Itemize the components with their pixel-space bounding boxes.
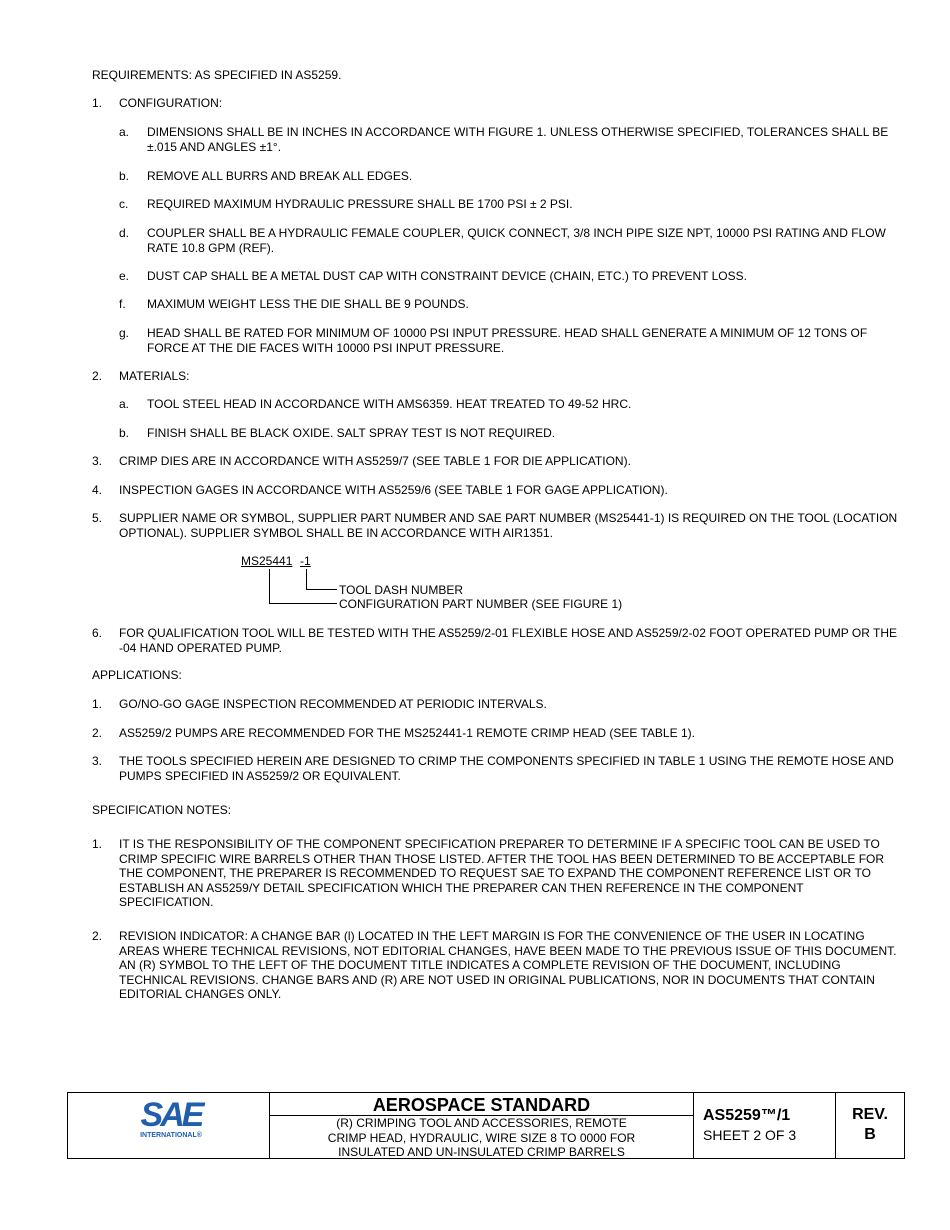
req-2a-letter: a. <box>119 397 130 411</box>
req-6-num: 6. <box>92 626 103 640</box>
dash-label: TOOL DASH NUMBER <box>339 583 464 597</box>
req-1c-text: REQUIRED MAXIMUM HYDRAULIC PRESSURE SHALL BE 1700 PSI ± 2 PSI. <box>147 197 573 211</box>
req-1g-text: HEAD SHALL BE RATED FOR MINIMUM OF 10000 PSI INPUT PRESSURE. HEAD SHALL GENERATE A MINIMUM OF 12 TONS OF FORCE AT THE DIE FACES WITH 10000 PSI INPUT PRESSURE. <box>147 326 868 355</box>
app-2-num: 2. <box>92 726 103 740</box>
req-1-num: 1. <box>92 96 103 110</box>
req-2-num: 2. <box>92 369 103 383</box>
description-line-3: INSULATED AND UN-INSULATED CRIMP BARRELS <box>338 1145 625 1159</box>
revision-value: B <box>864 1126 876 1143</box>
req-5-num: 5. <box>92 511 103 525</box>
base-label: CONFIGURATION PART NUMBER (SEE FIGURE 1) <box>339 597 623 611</box>
base-leader-vertical <box>269 569 270 603</box>
req-1b-text: REMOVE ALL BURRS AND BREAK ALL EDGES. <box>147 169 413 183</box>
req-1e-letter: e. <box>119 269 130 283</box>
note-2-num: 2. <box>92 929 103 943</box>
logo-cell <box>68 1093 270 1158</box>
req-2a-text: TOOL STEEL HEAD IN ACCORDANCE WITH AMS6359. HEAT TREATED TO 49-52 HRC. <box>147 397 632 411</box>
req-1a-letter: a. <box>119 125 130 139</box>
req-4-num: 4. <box>92 483 103 497</box>
req-2b-letter: b. <box>119 426 130 440</box>
title-block <box>67 1092 905 1159</box>
part-number-dash: -1 <box>300 554 311 568</box>
note-1-num: 1. <box>92 837 103 851</box>
sae-logo <box>136 1096 206 1140</box>
part-number-base: MS25441 <box>241 554 293 568</box>
notes-heading: SPECIFICATION NOTES: <box>92 803 232 817</box>
req-1b-letter: b. <box>119 169 130 183</box>
applications-heading: APPLICATIONS: <box>92 668 182 682</box>
document-cell <box>694 1093 836 1158</box>
sae-logo-subtext: INTERNATIONAL <box>140 1132 197 1139</box>
req-2b-text: FINISH SHALL BE BLACK OXIDE. SALT SPRAY TEST IS NOT REQUIRED. <box>147 426 556 440</box>
note-1-text: IT IS THE RESPONSIBILITY OF THE COMPONENT SPECIFICATION PREPARER TO DETERMINE IF A SPECIFIC TOOL CAN BE USED TO CRIMP SPECIFIC WIRE BARRELS OTHER THAN THOSE LISTED. AFTER THE TOOL HAS BEEN DETERMINED TO BE ACCEPTABLE FOR THE COMPONENT, THE PREPARER IS RECOMMENDED TO REQUEST SAE TO EXPAND THE COMPONENT REFERENCE LIST OR TO ESTABLISH AN AS5259/Y DETAIL SPECIFICATION WHICH THE PREPARER CAN THEN REFERENCE IN THE COMPONENT SPECIFICATION. <box>119 837 885 909</box>
req-1d-text: COUPLER SHALL BE A HYDRAULIC FEMALE COUPLER, QUICK CONNECT, 3/8 INCH PIPE SIZE NPT, 10000 PSI RATING AND FLOW RATE 10.8 GPM (REF). <box>147 226 886 255</box>
app-3-num: 3. <box>92 754 103 768</box>
req-6-text: FOR QUALIFICATION TOOL WILL BE TESTED WITH THE AS5259/2-01 FLEXIBLE HOSE AND AS5259/2-02 FOOT OPERATED PUMP OR THE -04 HAND OPERATED PUMP. <box>119 626 898 655</box>
revision-cell <box>836 1093 904 1158</box>
sae-logo-mark: ® <box>196 1132 202 1139</box>
req-1d-letter: d. <box>119 226 130 240</box>
app-1-num: 1. <box>92 697 103 711</box>
req-1a-text: DIMENSIONS SHALL BE IN INCHES IN ACCORDANCE WITH FIGURE 1. UNLESS OTHERWISE SPECIFIED, TOLERANCES SHALL BE ±.015 AND ANGLES ±1°. <box>147 125 889 154</box>
app-2-text: AS5259/2 PUMPS ARE RECOMMENDED FOR THE MS252441-1 REMOTE CRIMP HEAD (SEE TABLE 1). <box>119 726 695 740</box>
req-4-text: INSPECTION GAGES IN ACCORDANCE WITH AS5259/6 (SEE TABLE 1 FOR GAGE APPLICATION). <box>119 483 668 497</box>
req-3-text: CRIMP DIES ARE IN ACCORDANCE WITH AS5259/7 (SEE TABLE 1 FOR DIE APPLICATION). <box>119 454 631 468</box>
dash-leader-vertical <box>306 569 307 589</box>
req-2-text: MATERIALS: <box>119 369 190 383</box>
note-2-text: REVISION INDICATOR: A CHANGE BAR (l) LOCATED IN THE LEFT MARGIN IS FOR THE CONVENIENCE OF THE USER IN LOCATING AREAS WHERE TECHNICAL REVISIONS, NOT EDITORIAL CHANGES, HAVE BEEN MADE TO THE PREVIOUS ISSUE OF THIS DOCUMENT. AN (R) SYMBOL TO THE LEFT OF THE DOCUMENT TITLE INDICATES A COMPLETE REVISION OF THE DOCUMENT, INCLUDING TECHNICAL REVISIONS. CHANGE BARS AND (R) ARE NOT USED IN ORIGINAL PUBLICATIONS, NOR IN DOCUMENTS THAT CONTAIN EDITORIAL CHANGES ONLY. <box>119 929 897 1001</box>
req-1g-letter: g. <box>119 326 130 340</box>
title-cell <box>270 1093 694 1158</box>
requirements-heading: REQUIREMENTS: AS SPECIFIED IN AS5259. <box>92 68 342 82</box>
document-number: AS5259™/1 <box>703 1107 791 1124</box>
req-1f-text: MAXIMUM WEIGHT LESS THE DIE SHALL BE 9 POUNDS. <box>147 297 469 311</box>
app-1-text: GO/NO-GO GAGE INSPECTION RECOMMENDED AT PERIODIC INTERVALS. <box>119 697 547 711</box>
req-1-text: CONFIGURATION: <box>119 96 223 110</box>
standard-title: AEROSPACE STANDARD <box>270 1093 693 1116</box>
app-3-text: THE TOOLS SPECIFIED HEREIN ARE DESIGNED TO CRIMP THE COMPONENTS SPECIFIED IN TABLE 1 USING THE REMOTE HOSE AND PUMPS SPECIFIED IN AS5259/2 OR EQUIVALENT. <box>119 754 894 783</box>
description-line-2: CRIMP HEAD, HYDRAULIC, WIRE SIZE 8 TO 0000 FOR <box>327 1130 636 1145</box>
req-3-num: 3. <box>92 454 103 468</box>
dash-leader-horizontal <box>306 589 337 590</box>
sheet-number: SHEET 2 OF 3 <box>703 1127 797 1143</box>
base-leader-horizontal <box>269 603 337 604</box>
req-5-text: SUPPLIER NAME OR SYMBOL, SUPPLIER PART NUMBER AND SAE PART NUMBER (MS25441-1) IS REQUIRED ON THE TOOL (LOCATION OPTIONAL). SUPPLIER SYMBOL SHALL BE IN ACCORDANCE WITH AIR1351. <box>119 511 898 540</box>
revision-label: REV. <box>852 1106 888 1123</box>
req-1f-letter: f. <box>119 297 126 311</box>
description-line-1: (R) CRIMPING TOOL AND ACCESSORIES, REMOTE <box>336 1116 627 1130</box>
req-1c-letter: c. <box>119 197 129 211</box>
req-1e-text: DUST CAP SHALL BE A METAL DUST CAP WITH CONSTRAINT DEVICE (CHAIN, ETC.) TO PREVENT LOSS. <box>147 269 747 283</box>
standard-description <box>270 1116 693 1160</box>
sae-logo-wordmark: SAE <box>140 1096 202 1134</box>
